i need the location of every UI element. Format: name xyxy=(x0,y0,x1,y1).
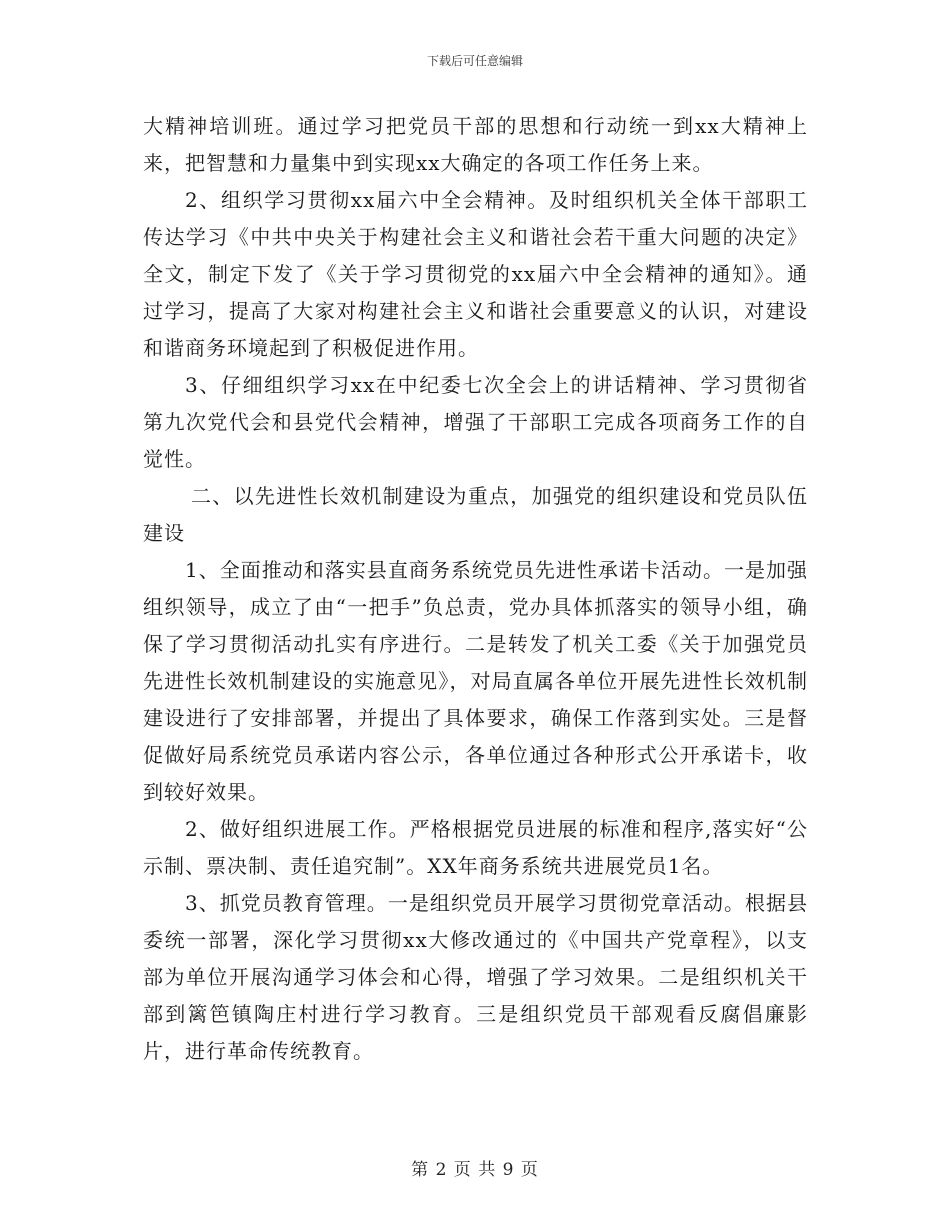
section-heading-2: 二、以先进性长效机制建设为重点，加强党的组织建设和党员队伍建设 xyxy=(143,484,808,545)
page-header: 下载后可任意编辑 xyxy=(426,54,523,68)
paragraph-section2-item-1: 1、全面推动和落实县直商务系统党员先进性承诺卡活动。一是加强组织领导，成立了由“一把手”负总责，党办具体抓落实的领导小组，确保了学习贯彻活动扎实有序进行。二是转发了机关工委《关于加强党员先进性长效机制建设的实施意见》，对局直属各单位开展先进性长效机制建设进行了安排部署，并提出了具体要求，确保工作落到实处。三是督促做好局系统党员承诺内容公示，各单位通过各种形式公开承诺卡，收到较好效果。 xyxy=(143,558,808,804)
paragraph-item-3: 3、仔细组织学习xx在中纪委七次全会上的讲话精神、学习贯彻省第九次党代会和县党代会精神，增强了干部职工完成各项商务工作的自觉性。 xyxy=(143,373,808,471)
document-body xyxy=(143,108,808,1070)
paragraph-continuation: 大精神培训班。通过学习把党员干部的思想和行动统一到xx大精神上来，把智慧和力量集中到实现xx大确定的各项工作任务上来。 xyxy=(143,114,808,175)
paragraph-item-2: 2、组织学习贯彻xx届六中全会精神。及时组织机关全体干部职工传达学习《中共中央关于构建社会主义和谐社会若干重大问题的决定》全文，制定下发了《关于学习贯彻党的xx届六中全会精神的通知》。通过学习，提高了大家对构建社会主义和谐社会重要意义的认识，对建设和谐商务环境起到了积极促进作用。 xyxy=(143,188,808,360)
paragraph-section2-item-3: 3、抓党员教育管理。一是组织党员开展学习贯彻党章活动。根据县委统一部署，深化学习贯彻xx大修改通过的《中国共产党章程》，以支部为单位开展沟通学习体会和心得，增强了学习效果。二是组织机关干部到篱笆镇陶庄村进行学习教育。三是组织党员干部观看反腐倡廉影片，进行革命传统教育。 xyxy=(143,891,808,1063)
paragraph-section2-item-2: 2、做好组织进展工作。严格根据党员进展的标准和程序,落实好“公示制、票决制、责任追究制”。XX年商务系统共进展党员1名。 xyxy=(143,817,808,878)
page-number: 第 2 页 共 9 页 xyxy=(411,1160,539,1180)
